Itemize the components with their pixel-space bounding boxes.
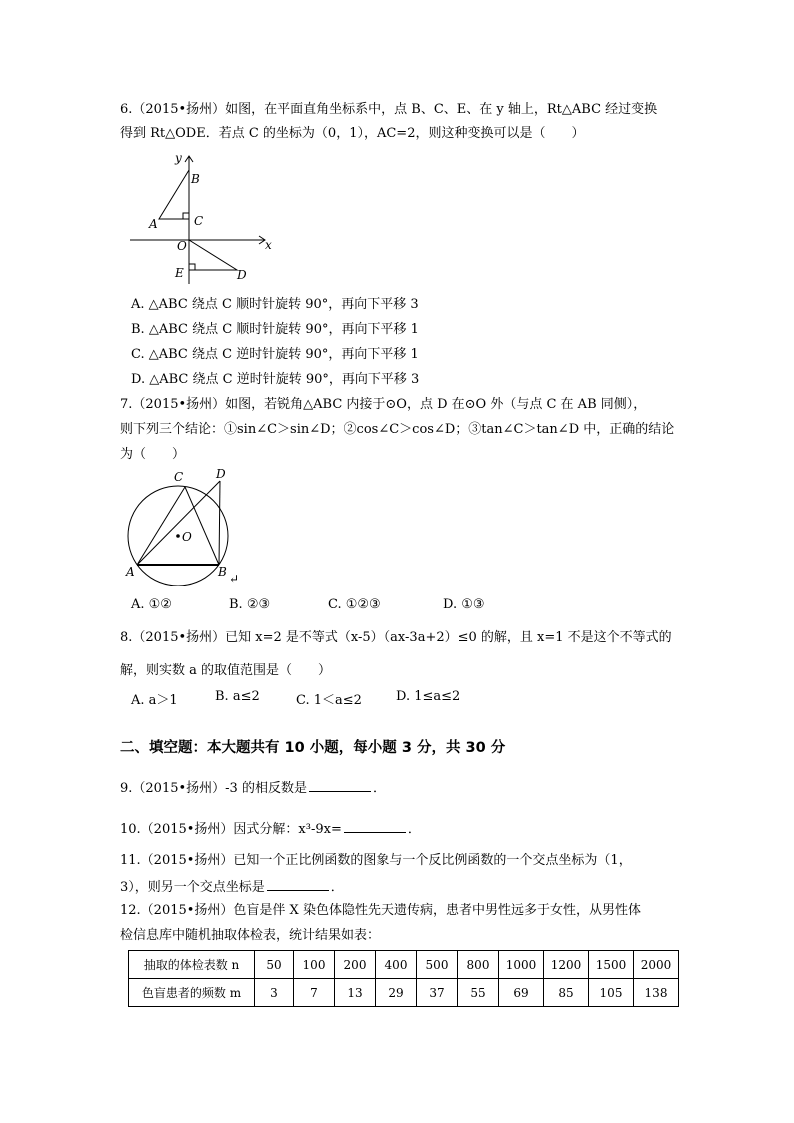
triangle-ode bbox=[189, 240, 237, 270]
q11-line2 bbox=[120, 878, 344, 896]
q7-option-c: C. ①②③ bbox=[328, 597, 381, 612]
q11-period: ． bbox=[330, 880, 344, 895]
q10-answer-blank[interactable] bbox=[344, 820, 406, 833]
table-cell: 85 bbox=[544, 979, 589, 1007]
label-o: O bbox=[177, 239, 187, 253]
table-cell: 7 bbox=[294, 979, 335, 1007]
q9-answer-blank[interactable] bbox=[309, 779, 371, 792]
table-cell: 200 bbox=[335, 951, 376, 979]
q9-line bbox=[120, 779, 386, 797]
table-row-m bbox=[129, 979, 679, 1007]
q6-coordinate-figure bbox=[125, 148, 275, 288]
label-x: x bbox=[265, 238, 272, 252]
q6-option-c: C. △ABC 绕点 C 逆时针旋转 90°，再向下平移 1 bbox=[131, 347, 419, 362]
center-o-dot bbox=[176, 534, 180, 538]
q11-text: 3），则另一个交点坐标是 bbox=[120, 880, 265, 895]
q6-option-d: D. △ABC 绕点 C 逆时针旋转 90°，再向下平移 3 bbox=[131, 372, 420, 387]
q8-option-b: B. a≤2 bbox=[215, 689, 260, 704]
q6-option-a: A. △ABC 绕点 C 顺时针旋转 90°，再向下平移 3 bbox=[131, 297, 419, 312]
q10-text: 10.（2015•扬州）因式分解：x³-9x= bbox=[120, 822, 342, 837]
q7-stem-line1: 7.（2015•扬州）如图，若锐角△ABC 内接于⊙O，点 D 在⊙O 外（与点 C 在 AB 同侧）， bbox=[120, 397, 647, 412]
label-y: y bbox=[175, 151, 182, 165]
q10-period: ． bbox=[407, 822, 421, 837]
table-cell: 138 bbox=[634, 979, 679, 1007]
table-cell: 800 bbox=[458, 951, 499, 979]
table-cell: 3 bbox=[255, 979, 294, 1007]
q7-option-b: B. ②③ bbox=[229, 597, 271, 612]
table-row-n bbox=[129, 951, 679, 979]
label-b: B bbox=[191, 172, 200, 186]
section-title: 二、填空题：本大题共有 10 小题，每小题 3 分，共 30 分 bbox=[120, 740, 506, 756]
q7-option-a: A. ①② bbox=[131, 597, 172, 612]
table-cell: 105 bbox=[589, 979, 634, 1007]
label-d: D bbox=[237, 268, 247, 282]
q8-option-a: A. a＞1 bbox=[131, 693, 178, 708]
table-cell: 13 bbox=[335, 979, 376, 1007]
label-e: E bbox=[175, 266, 184, 280]
table-cell: 1200 bbox=[544, 951, 589, 979]
q7-stem-line2: 则下列三个结论：①sin∠C＞sin∠D；②cos∠C＞cos∠D；③tan∠C＞tan∠D 中，正确的结论 bbox=[120, 422, 675, 437]
row-header-m: 色盲患者的频数 m bbox=[129, 979, 255, 1007]
table-cell: 55 bbox=[458, 979, 499, 1007]
q8-option-d: D. 1≤a≤2 bbox=[396, 689, 461, 704]
q11-answer-blank[interactable] bbox=[267, 878, 329, 891]
q6-stem-line1: 6.（2015•扬州）如图，在平面直角坐标系中，点 B、C、E、在 y 轴上，Rt△ABC 经过变换 bbox=[120, 102, 658, 117]
table-cell: 100 bbox=[294, 951, 335, 979]
label-b: B bbox=[218, 565, 227, 579]
triangle-abc bbox=[159, 170, 189, 219]
table-cell: 1500 bbox=[589, 951, 634, 979]
q9-period: ． bbox=[372, 781, 386, 796]
table-cell: 500 bbox=[417, 951, 458, 979]
right-angle-e bbox=[189, 264, 195, 270]
q10-line bbox=[120, 820, 421, 838]
table-cell: 400 bbox=[376, 951, 417, 979]
table-cell: 50 bbox=[255, 951, 294, 979]
q6-option-b: B. △ABC 绕点 C 顺时针旋转 90°，再向下平移 1 bbox=[131, 322, 419, 337]
segment-bd bbox=[219, 481, 220, 565]
label-a: A bbox=[126, 565, 135, 579]
label-a: A bbox=[149, 217, 158, 231]
q6-stem-line2: 得到 Rt△ODE．若点 C 的坐标为（0，1），AC=2，则这种变换可以是（ ） bbox=[120, 126, 585, 141]
table-cell: 69 bbox=[499, 979, 544, 1007]
q7-stem-line3: 为（ ） bbox=[120, 447, 186, 462]
label-c: C bbox=[174, 470, 184, 484]
table-cell: 29 bbox=[376, 979, 417, 1007]
table-cell: 37 bbox=[417, 979, 458, 1007]
row-header-n: 抽取的体检表数 n bbox=[129, 951, 255, 979]
table-cell: 2000 bbox=[634, 951, 679, 979]
q7-circle-figure bbox=[120, 466, 245, 586]
right-angle-c bbox=[183, 213, 189, 219]
q12-stats-table bbox=[128, 950, 679, 1007]
q8-option-c: C. 1＜a≤2 bbox=[296, 693, 362, 708]
q12-stem-line2: 检信息库中随机抽取体检表，统计结果如表： bbox=[120, 928, 381, 943]
q8-stem-line2: 解，则实数 a 的取值范围是（ ） bbox=[120, 663, 332, 678]
q8-stem-line1: 8.（2015•扬州）已知 x=2 是不等式（x-5）（ax-3a+2）≤0 的解，且 x=1 不是这个不等式的 bbox=[120, 630, 672, 645]
q7-option-d: D. ①③ bbox=[443, 597, 485, 612]
return-mark: ↵ bbox=[229, 572, 240, 586]
q9-text: 9.（2015•扬州）-3 的相反数是 bbox=[120, 781, 307, 796]
label-c: C bbox=[194, 214, 204, 228]
q12-stem-line1: 12.（2015•扬州）色盲是伴 X 染色体隐性先天遗传病，患者中男性远多于女性，从男性体 bbox=[120, 903, 641, 918]
table-cell: 1000 bbox=[499, 951, 544, 979]
q11-stem-line1: 11.（2015•扬州）已知一个正比例函数的图象与一个反比例函数的一个交点坐标为（1， bbox=[120, 853, 632, 868]
label-o: O bbox=[182, 530, 192, 544]
segment-ad bbox=[137, 481, 220, 565]
label-d: D bbox=[216, 467, 226, 481]
